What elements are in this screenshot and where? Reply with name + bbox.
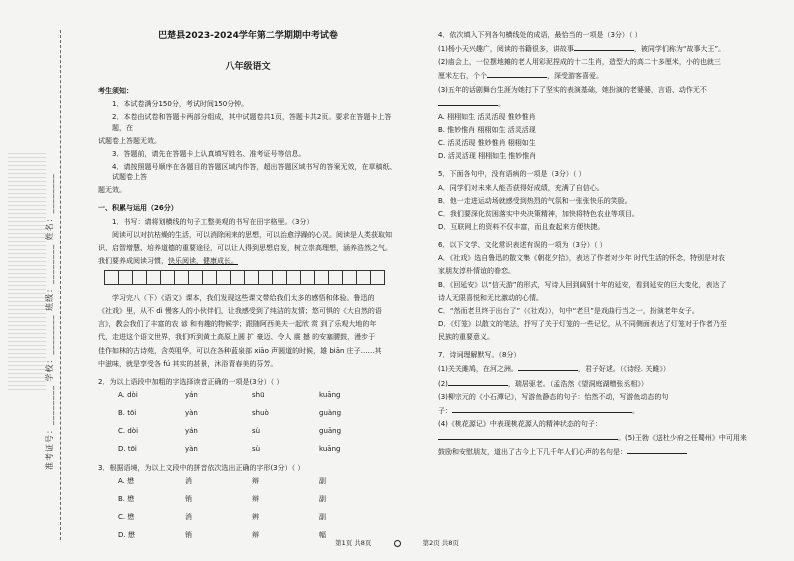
- q4-option-c[interactable]: C. 活灵活现 惟妙惟肖 栩栩如生: [438, 139, 536, 148]
- q7-line: 。(5)王勃《送杜少府之任蜀州》中可用来: [438, 432, 773, 443]
- q2-option-c[interactable]: C. dòi yán sù guāng: [118, 427, 342, 436]
- answer-blank[interactable]: [574, 43, 634, 51]
- notice-item: 题无效。: [98, 186, 126, 195]
- notice-item: 1．本试卷满分150分，考试时间150分钟。: [112, 100, 249, 109]
- section-heading: 一、积累与运用（26分）: [98, 204, 178, 213]
- q1-passage-line: 识、启智增慧、培养道德的重要途径，可以让人得到思想启发，树立崇高理想，涵养浩然之气。: [98, 243, 392, 252]
- question-5: 5．下面各句中，没有语病的一项是（3分）（ ）: [438, 170, 586, 179]
- q5-option-b[interactable]: B．他一走进运动场就感受到热烈的气氛和一张张快乐的笑脸。: [438, 196, 632, 205]
- q4-option-d[interactable]: D. 活灵活现 栩栩如生 惟妙惟肖: [438, 152, 537, 161]
- exam-title: 巴楚县2023-2024学年第二学期期中考试卷: [158, 31, 338, 41]
- q2-option-d[interactable]: D. tōi yàn sù kuāng: [118, 445, 341, 454]
- question-2: 2．为以上语段中加粗的字选择读音正确的一项是(3分）（ ）: [98, 377, 284, 386]
- passage-line: 言》，教会我们了丰富的农 谚 和有趣的物候学；跟随阿西美夫一起欣 赏 到了乐观大地的年: [98, 320, 377, 329]
- q4-option-a[interactable]: A. 栩栩如生 活灵活现 惟妙惟肖: [438, 112, 536, 121]
- left-column: [98, 30, 398, 548]
- answer-blank[interactable]: [627, 446, 687, 454]
- passage-line: 代，走进这个语文世界，我们听到黄土高原上圆 扩 豪迈、令人 震 撼 的安塞腰鼓，漫步于: [98, 333, 376, 342]
- q7-line: (3)柳宗元的《小石潭记》，写游鱼静态的句子：怡然不动，写游鱼动态的句: [438, 392, 669, 401]
- q4-sentence-3-blank: 。: [438, 98, 773, 109]
- footer-right-page: 第2页 共8页: [422, 539, 459, 547]
- binding-margin: [0, 0, 70, 561]
- question-7: 7．诗词理解默写。（8分）: [438, 351, 521, 360]
- notice-label: 考生须知：: [98, 87, 133, 96]
- q2-option-a[interactable]: A. dòi yán shū kuāng: [118, 391, 341, 400]
- passage-line: 学习完八（下）《语文》课本，我们发现这些课文带给我们太多的感悟和体验。鲁迅的: [112, 294, 375, 303]
- q4-sentence-3: (3)五年的话剧舞台生涯为她打下了坚实的表演基础，她扮演的老婆婆，言语、动作无不: [438, 85, 707, 94]
- q5-option-d[interactable]: D．互联网上的资料不仅丰富，而且查起来方便快捷。: [438, 222, 605, 231]
- q4-sentence-2: (2)庙会上，一位摆地摊的老人用彩泥捏成的十二生肖，造型大的高二十多厘米，小的也就三: [438, 58, 721, 67]
- passage-line: 佳作如林的古诗苑，含英咀华，可以在各种蓝泉部 xiāo 声圆道的时候，雄 biān 庄子……其: [98, 346, 382, 355]
- q3-option-d[interactable]: D. 懋 销 辩 幅: [118, 531, 326, 540]
- q6-option-a[interactable]: A．《社戏》选自鲁迅的散文集《朝花夕拾》，表达了作者对少年 时代生活的怀念，特别是对农: [438, 254, 726, 263]
- q7-line: (4)《桃花源记》中表现桃花源人的精神状态的句子：: [438, 419, 602, 428]
- q5-option-a[interactable]: A．同学们对未来人能否获得好成绩，充满了自信心。: [438, 183, 604, 192]
- q3-option-c[interactable]: C. 懋 消 辨 副: [118, 513, 326, 522]
- answer-blank[interactable]: [452, 405, 632, 413]
- notice-item: 2．本卷由试卷和答题卡两部分组成，其中试题卷共1页，答题卡共2页。要求在答题卡上答题，在: [112, 113, 392, 132]
- page-footer: [0, 538, 794, 547]
- q7-line: 鼓励和安慰朋友，道出了古今上下几千年人们心声的名句是：: [438, 446, 773, 457]
- binding-dashed-line: [60, 30, 61, 540]
- question-6: 6．以下文学、文化常识表述有误的一项为（3分）（ ）: [438, 241, 607, 250]
- notice-item: 试题卷上答题无效。: [98, 136, 161, 145]
- answer-blank[interactable]: [438, 98, 498, 106]
- handwriting-scribble: [8, 150, 46, 390]
- q7-line: 子： 。: [438, 406, 639, 415]
- q5-option-c[interactable]: C．我们要深化贫困落实中央决策精神，加快将特色农业等项目。: [438, 209, 639, 218]
- underlined-sentence: 快乐阅读，健康成长。: [168, 256, 238, 265]
- passage-line: 中滋味，就是享受各 fú 其实的甚景，沐浴青春美的芬芳。: [98, 359, 278, 368]
- question-4: 4．依次填入下列各句横线处的成语，最恰当的一项是（3分）（ ）: [438, 31, 642, 39]
- footer-left-page: 第1页 共8页: [335, 539, 372, 547]
- q3-option-a[interactable]: A. 懋 消 辩 副: [118, 476, 326, 485]
- question-1: 1．书写：请将划横线的句子工整美观的书写在田字格里。（3分）: [112, 217, 314, 226]
- q6-option-b[interactable]: B．《回延安》以“信天游”的形式，写诗人回到阔别十年的延安，看到延安的巨大变化，表达了: [438, 280, 727, 289]
- exam-subtitle: 八年级语文: [225, 62, 271, 73]
- q2-option-b[interactable]: B. tōi yàn shuò guàng: [118, 409, 342, 418]
- q3-option-b[interactable]: B. 懋 销 辩 副: [118, 494, 326, 503]
- q7-line: (1)关关雎鸠，在河之洲。 ，君子好逑。（《诗经. 关雎》）: [438, 365, 670, 374]
- binding-hole-icon: [394, 540, 401, 547]
- q1-passage-line: 我们要养成阅读习惯，快乐阅读，健康成长。: [98, 256, 238, 265]
- notice-item: 4．请按照题号顺序在各题目的答题区域内作答，超出答题区域书写的答案无效，在草稿纸、试题卷上答: [112, 162, 397, 182]
- q4-option-b[interactable]: B. 惟妙惟肖 栩栩如生 活灵活现: [438, 125, 536, 134]
- q6-option-a-cont: 家朋友淳朴情谊的眷恋。: [438, 267, 515, 276]
- right-column: [438, 30, 773, 460]
- answer-blank[interactable]: [438, 432, 618, 440]
- q6-option-d[interactable]: D．《灯笼》以散文的笔法，抒写了关于灯笼的一些记忆，从不同侧面表达了灯笼对于作者乃至: [438, 319, 727, 328]
- q1-passage-line: 阅读可以对抗枯燥的生活，可以消除闲来的思想，可以治愈浮躁的心灵。阅读是人类获取知: [112, 230, 392, 239]
- q6-option-c[interactable]: C．“然而老旦终于出台了”（《社戏》），句中“老旦”是戏曲行当之一，扮演老年女子。: [438, 306, 699, 315]
- q4-sentence-2b: 厘米左右，个个 ，深受游客喜爱。: [438, 72, 603, 81]
- answer-blank[interactable]: [518, 363, 578, 371]
- q4-sentence-1: (1)杨小天兴趣广，阅读的书籍很多，讲故事 ，被同学们称为“故事大王”。: [438, 45, 726, 54]
- passage-line: 《社戏》里，从不 dì 慢客人的小伙伴们，让我感受到了纯洁的友情；悠可惧的《大自然的语: [98, 307, 382, 316]
- q6-option-b-cont: 诗人无限喜悦和无比激动的心情。: [438, 293, 543, 302]
- answer-blank[interactable]: [448, 378, 508, 386]
- q7-line: (2) ，瑞居驱老。（孟浩然《望洞庭湖赠张丞相》）: [438, 379, 648, 388]
- q6-option-d-cont: 民族的重要意义。: [438, 333, 494, 342]
- binding-info: 准考证号：________ 学校：________ 班级：________ 姓名：________: [45, 173, 54, 470]
- answer-blank[interactable]: [487, 70, 547, 78]
- writing-grid[interactable]: [104, 270, 398, 285]
- question-3: 3．根据语境，为以上文段中的拼音依次选出正确的字形(3分）（ ）: [98, 463, 305, 472]
- notice-item: 3．答题前，请先在答题卡上认真填写姓名、准考证号等信息。: [112, 149, 306, 158]
